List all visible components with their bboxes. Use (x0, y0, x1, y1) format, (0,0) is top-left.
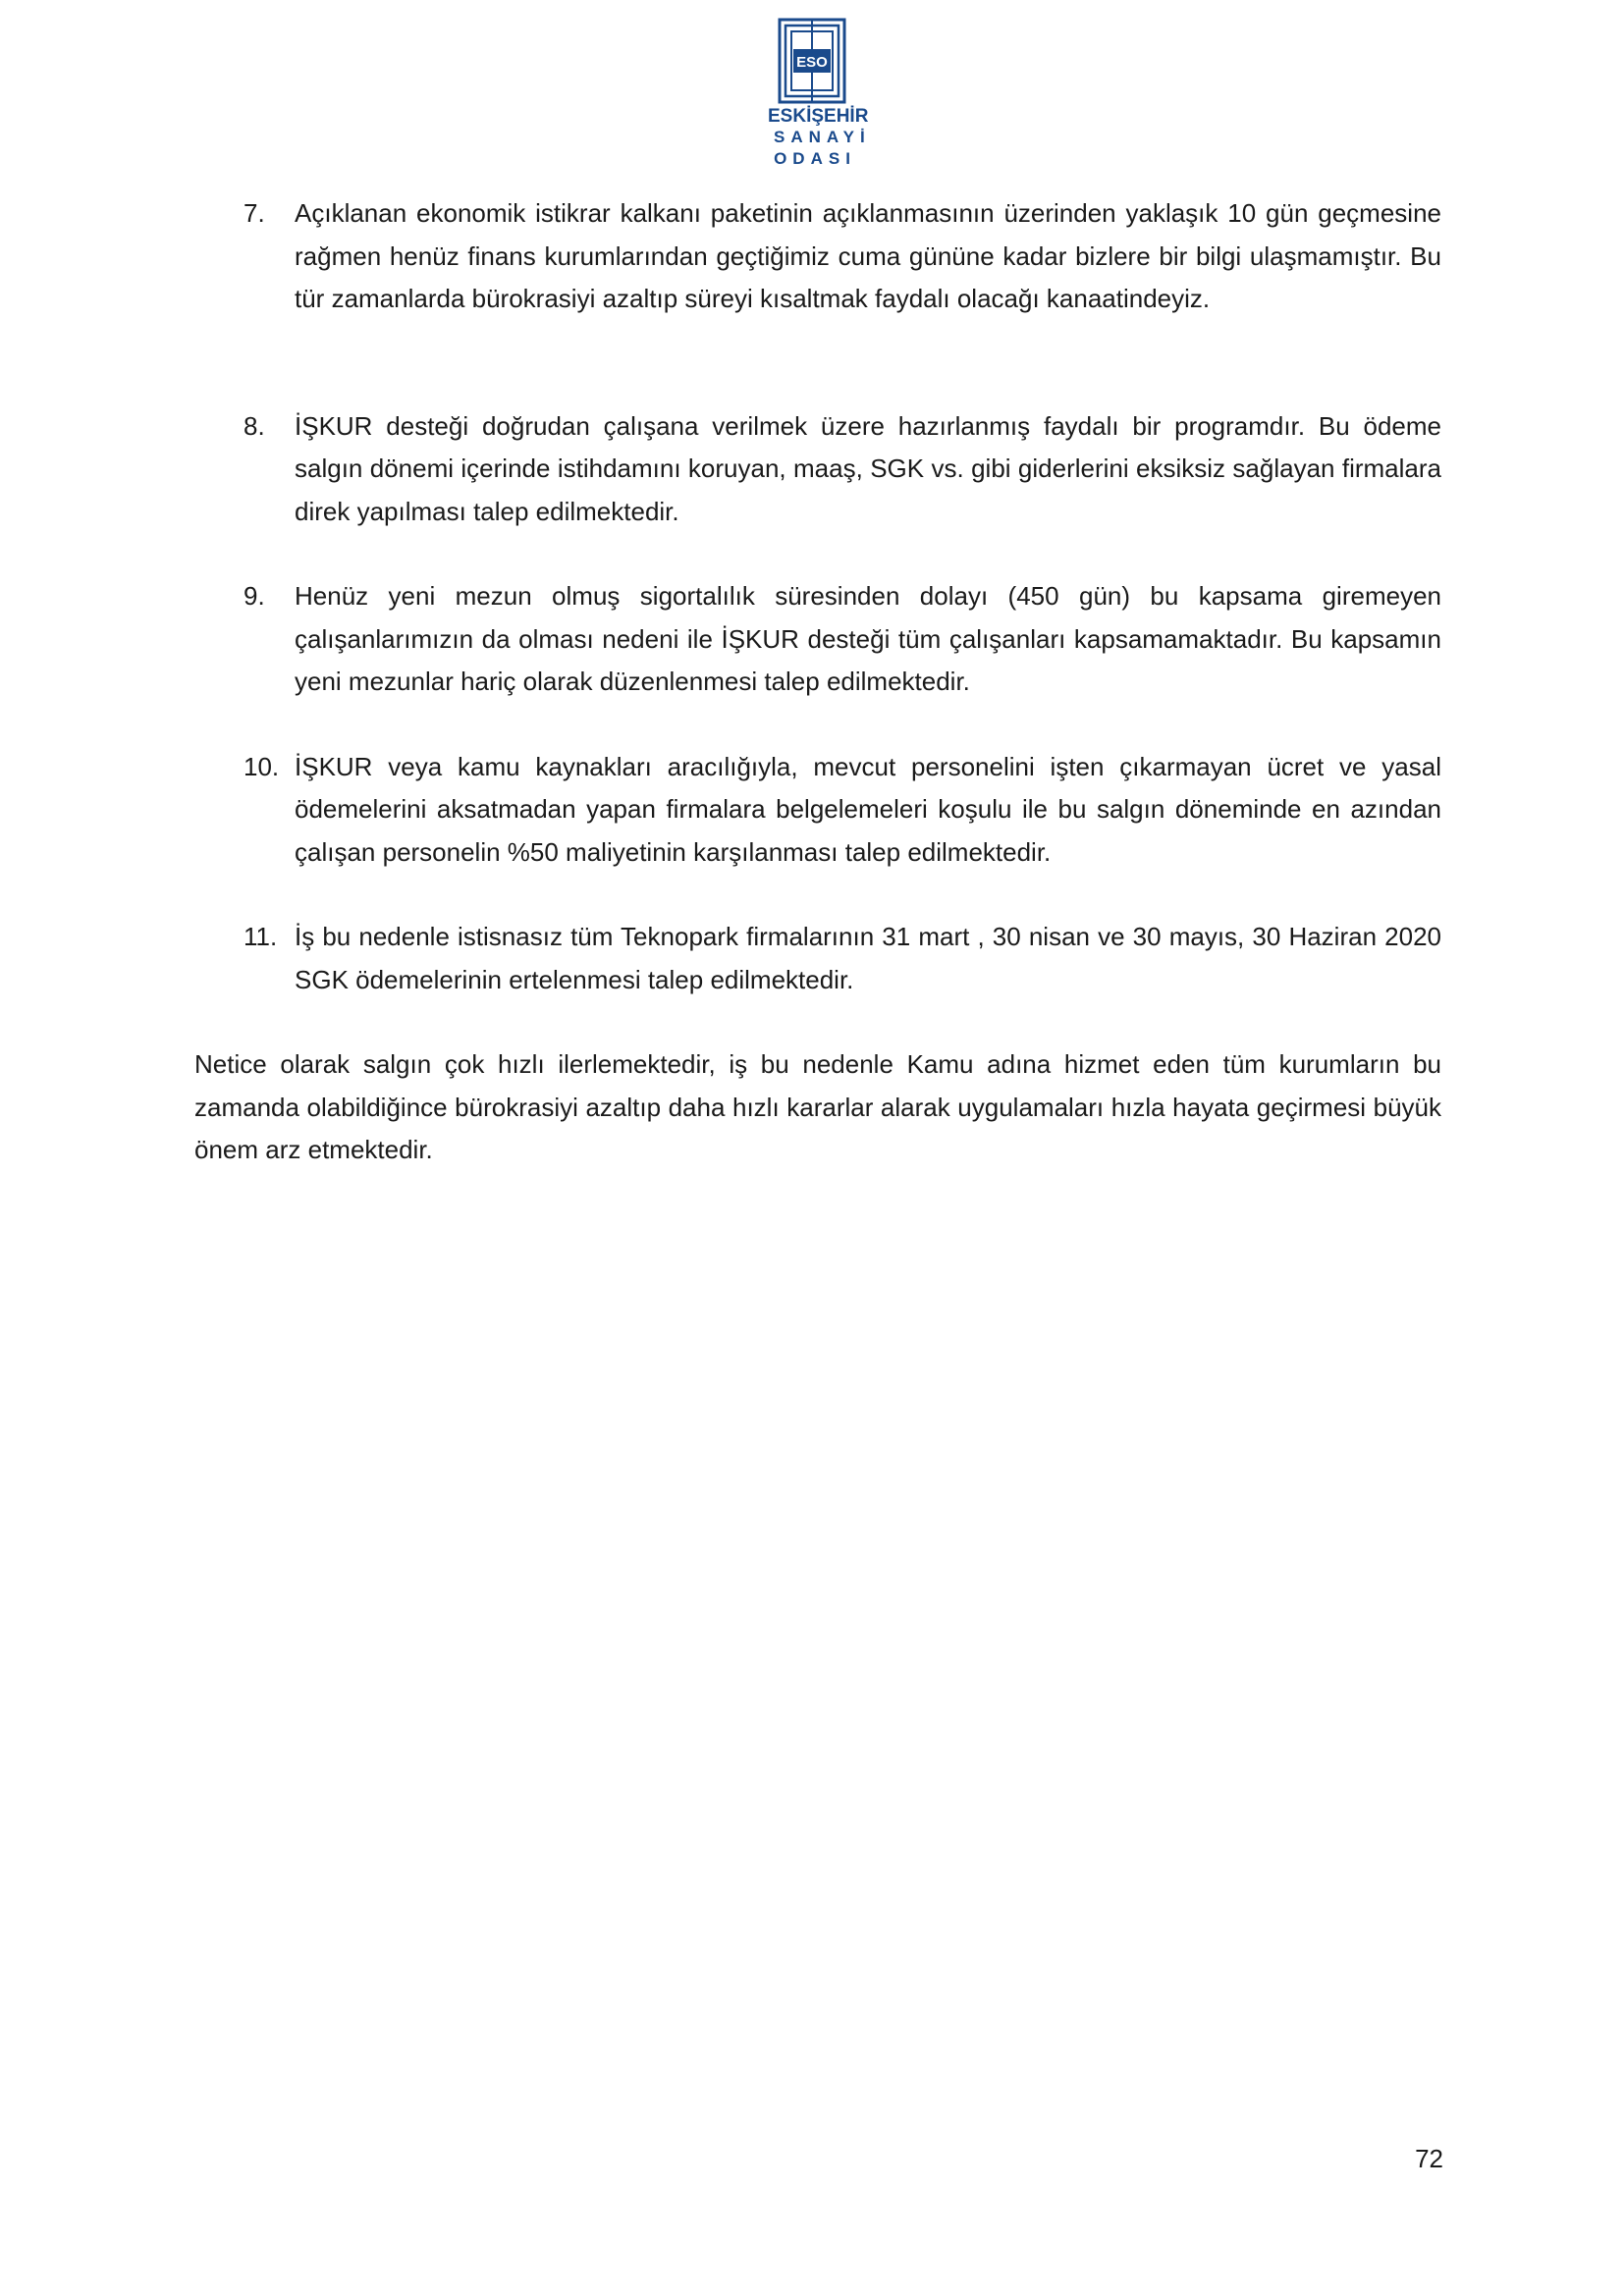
logo-line-3: ODASI (774, 149, 856, 168)
document-body (194, 192, 1441, 1172)
list-item-text: Henüz yeni mezun olmuş sigortalılık süresinden dolayı (450 gün) bu kapsama giremeyen çalışanlarımızın da olması nedeni ile İŞKUR desteği tüm çalışanları kapsamamaktadır. Bu kapsamın yeni mezunlar hariç olarak düzenlenmesi talep edilmektedir. (295, 581, 1441, 696)
conclusion-paragraph: Netice olarak salgın çok hızlı ilerlemektedir, iş bu nedenle Kamu adına hizmet eden tüm kurumların bu zamanda olabildiğince bürokrasiyi azaltıp daha hızlı kararlar alarak uygulamaları hızla hayata geçirmesi büyük önem arz etmektedir. (194, 1049, 1441, 1164)
list-item-7 (194, 192, 1441, 321)
eso-logo-mark (778, 18, 846, 104)
list-item-text: İŞKUR veya kamu kaynakları aracılığıyla, mevcut personelini işten çıkarmayan ücret ve yasal ödemelerini aksatmadan yapan firmalara belgelemeleri koşulu ile bu salgın döneminde en azından çalışan personelin %50 maliyetinin karşılanması talep edilmektedir. (295, 751, 1441, 867)
logo-line-1: ESKİŞEHİR (768, 106, 869, 127)
list-item-9 (194, 575, 1441, 704)
list-item-number: 9. (244, 581, 265, 611)
list-item-text: Açıklanan ekonomik istikrar kalkanı paketinin açıklanmasının üzerinden yaklaşık 10 gün geçmesine rağmen henüz finans kurumlarından geçtiğimiz cuma gününe kadar bizlere bir bilgi ulaşmamıştır. Bu tür zamanlarda bürokrasiyi azaltıp süreyi kısaltmak faydalı olacağı kanaatindeyiz. (295, 198, 1441, 313)
list-item-number: 11. (244, 922, 278, 951)
logo-line-2: SANAYİ (774, 128, 871, 146)
list-item-text: İş bu nedenle istisnasız tüm Teknopark firmalarının 31 mart , 30 nisan ve 30 mayıs, 30 Haziran 2020 SGK ödemelerinin ertelenmesi talep edilmektedir. (295, 922, 1441, 994)
logo-abbr: ESO (796, 54, 828, 71)
list-item-number: 8. (244, 410, 265, 441)
list-item-number: 7. (244, 198, 265, 228)
list-item-number: 10. (244, 751, 280, 781)
list-item-text: İŞKUR desteği doğrudan çalışana verilmek üzere hazırlanmış faydalı bir programdır. Bu ödeme salgın dönemi içerinde istihdamını koruyan, maaş, SGK vs. gibi giderlerini eksiksiz sağlayan firmalara direk yapılması talep edilmektedir. (295, 410, 1441, 526)
list-item-10 (194, 746, 1441, 875)
page-number: 72 (1415, 2144, 1443, 2173)
list-item-8 (194, 405, 1441, 534)
eso-logo (768, 18, 871, 168)
list-item-11 (194, 916, 1441, 1001)
